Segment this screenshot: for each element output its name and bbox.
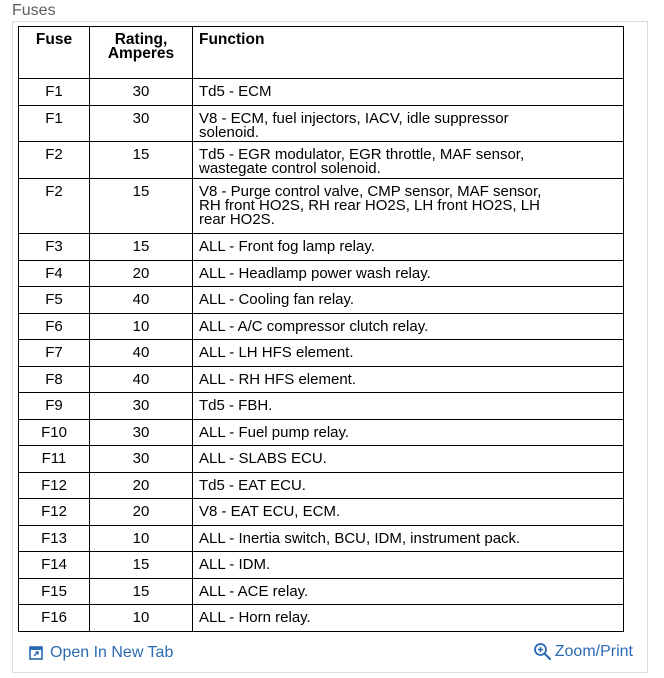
function-cell	[193, 313, 624, 340]
table-row	[19, 419, 624, 446]
rating-cell: 20	[90, 499, 193, 526]
function-line: ALL - Fuel pump relay.	[199, 423, 350, 441]
function-cell	[193, 446, 624, 473]
rating-cell: 40	[90, 366, 193, 393]
function-line: solenoid.	[199, 123, 260, 141]
fuse-cell: F7	[19, 340, 90, 367]
function-cell	[193, 79, 624, 106]
header-fuse: Fuse	[19, 27, 90, 79]
rating-cell: 30	[90, 79, 193, 106]
table-row	[19, 260, 624, 287]
table-row	[19, 79, 624, 106]
rating-cell: 10	[90, 525, 193, 552]
rating-cell: 30	[90, 393, 193, 420]
function-cell	[193, 105, 624, 142]
fuse-cell: F1	[19, 79, 90, 106]
function-line: ALL - RH HFS element.	[199, 370, 356, 388]
rating-cell: 30	[90, 105, 193, 142]
function-cell	[193, 142, 624, 179]
rating-cell: 15	[90, 178, 193, 233]
function-line: rear HO2S.	[199, 210, 275, 228]
function-line: V8 - Purge control valve, CMP sensor, MAF sensor,	[199, 182, 542, 200]
rating-cell: 40	[90, 287, 193, 314]
function-cell	[193, 605, 624, 632]
rating-cell: 20	[90, 260, 193, 287]
fuse-cell: F12	[19, 499, 90, 526]
open-new-tab-icon	[29, 646, 43, 660]
function-cell	[193, 552, 624, 579]
fuse-table-image	[18, 26, 624, 632]
function-line: RH front HO2S, RH rear HO2S, LH front HO2S, LH	[199, 196, 540, 214]
function-cell	[193, 419, 624, 446]
fuse-cell: F15	[19, 578, 90, 605]
function-cell	[193, 178, 624, 233]
open-in-new-tab-link[interactable]	[29, 644, 173, 662]
table-row	[19, 578, 624, 605]
table-row	[19, 393, 624, 420]
function-line: ALL - A/C compressor clutch relay.	[199, 317, 429, 335]
rating-cell: 10	[90, 605, 193, 632]
table-row	[19, 366, 624, 393]
table-row	[19, 178, 624, 233]
fuse-cell: F13	[19, 525, 90, 552]
function-line: ALL - ACE relay.	[199, 582, 309, 600]
table-row	[19, 605, 624, 632]
function-cell	[193, 393, 624, 420]
table-row	[19, 552, 624, 579]
table-row	[19, 313, 624, 340]
open-in-new-tab-label: Open In New Tab	[50, 644, 174, 661]
fuse-cell: F8	[19, 366, 90, 393]
rating-cell: 10	[90, 313, 193, 340]
magnifier-plus-icon	[533, 642, 552, 661]
function-line: ALL - Headlamp power wash relay.	[199, 264, 431, 282]
rating-cell: 40	[90, 340, 193, 367]
function-line: V8 - ECM, fuel injectors, IACV, idle suppressor	[199, 109, 509, 127]
fuse-table	[18, 26, 624, 632]
table-row	[19, 105, 624, 142]
function-line: Td5 - EGR modulator, EGR throttle, MAF sensor,	[199, 146, 525, 164]
function-line: ALL - Front fog lamp relay.	[199, 238, 375, 256]
header-function: Function	[193, 27, 624, 79]
table-row	[19, 472, 624, 499]
fuse-cell: F10	[19, 419, 90, 446]
function-cell	[193, 260, 624, 287]
fuse-cell: F1	[19, 105, 90, 142]
function-cell	[193, 525, 624, 552]
function-line: Td5 - EAT ECU.	[199, 476, 306, 494]
fuse-cell: F2	[19, 142, 90, 179]
header-rating: Rating, Amperes	[90, 27, 193, 79]
function-cell	[193, 234, 624, 261]
table-row	[19, 525, 624, 552]
rating-cell: 30	[90, 446, 193, 473]
function-line: ALL - Horn relay.	[199, 609, 311, 627]
table-row	[19, 234, 624, 261]
fuse-cell: F12	[19, 472, 90, 499]
rating-cell: 15	[90, 142, 193, 179]
fuse-cell: F6	[19, 313, 90, 340]
table-row	[19, 287, 624, 314]
table-row	[19, 142, 624, 179]
fuse-cell: F2	[19, 178, 90, 233]
table-row	[19, 340, 624, 367]
function-cell	[193, 340, 624, 367]
function-line: wastegate control solenoid.	[199, 160, 381, 178]
function-cell	[193, 578, 624, 605]
function-line: ALL - Inertia switch, BCU, IDM, instrument pack.	[199, 529, 521, 547]
function-cell	[193, 472, 624, 499]
function-line: Td5 - ECM	[199, 83, 272, 100]
image-caption: Fuses	[12, 2, 56, 19]
function-line: Td5 - FBH.	[199, 397, 273, 415]
image-actions-bar	[13, 634, 647, 672]
fuse-cell: F14	[19, 552, 90, 579]
rating-cell: 20	[90, 472, 193, 499]
rating-cell: 15	[90, 234, 193, 261]
fuse-cell: F9	[19, 393, 90, 420]
fuse-cell: F16	[19, 605, 90, 632]
function-line: ALL - IDM.	[199, 556, 271, 574]
rating-cell: 15	[90, 552, 193, 579]
function-line: ALL - SLABS ECU.	[199, 450, 327, 468]
table-row	[19, 499, 624, 526]
function-cell	[193, 287, 624, 314]
function-line: V8 - EAT ECU, ECM.	[199, 503, 341, 521]
fuse-table-body	[19, 79, 624, 632]
function-line: ALL - LH HFS element.	[199, 344, 354, 362]
function-cell	[193, 499, 624, 526]
rating-cell: 15	[90, 578, 193, 605]
fuse-cell: F11	[19, 446, 90, 473]
fuse-cell: F5	[19, 287, 90, 314]
table-row	[19, 446, 624, 473]
zoom-print-label: Zoom/Print	[554, 642, 633, 660]
function-line: ALL - Cooling fan relay.	[199, 291, 355, 309]
table-header-row	[19, 27, 624, 79]
function-cell	[193, 366, 624, 393]
image-frame	[12, 21, 648, 673]
fuse-cell: F3	[19, 234, 90, 261]
fuse-cell: F4	[19, 260, 90, 287]
zoom-print-link[interactable]	[533, 642, 633, 661]
rating-cell: 30	[90, 419, 193, 446]
